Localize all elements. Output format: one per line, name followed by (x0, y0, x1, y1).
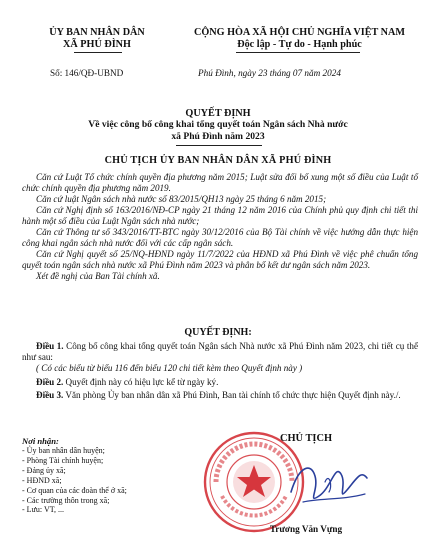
article-1-text: Công bố công khai tổng quyết toán Ngân sách Nhà nước xã Phú Đình năm 2023, chi tiết cụ thể như sau: (22, 341, 419, 363)
article-3 (22, 390, 418, 401)
subject-line-1: Về việc công bố công khai tổng quyết toán Ngân sách Nhà nước (88, 119, 348, 130)
subject-underline (176, 145, 262, 146)
preamble-item: Căn cứ luật Ngân sách nhà nước số 83/2015/QH13 ngày 25 tháng 6 năm 2015; (36, 194, 327, 204)
articles (22, 341, 418, 401)
signer-title: CHỦ TỊCH (279, 433, 333, 444)
motto-underline (236, 52, 360, 53)
document-subject (40, 119, 396, 143)
signer-name: Trương Văn Vựng (269, 524, 343, 534)
national-name: CỘNG HÒA XÃ HỘI CHỦ NGHĨA VIỆT NAM (193, 27, 406, 38)
recipients-list (22, 446, 127, 515)
decides-heading: QUYẾT ĐỊNH: (184, 327, 252, 338)
issuer-title: CHỦ TỊCH ỦY BAN NHÂN DÂN XÃ PHÚ ĐÌNH (104, 155, 332, 166)
recipient-item: - Ủy ban nhân dân huyện; (22, 446, 105, 455)
recipient-item: - HĐND xã; (22, 475, 62, 485)
issuing-agency (22, 27, 172, 51)
preamble-item: Căn cứ Thông tư số 343/2016/TT-BTC ngày 30/12/2016 của Bộ Tài chính về việc hướng dẫn thực hiện công khai ngân sách nhà nước đối với các cấp ngân sách. (22, 227, 418, 248)
article-2 (22, 377, 418, 388)
national-header (182, 27, 417, 51)
preamble-item: Xét đề nghị của Ban Tài chính xã. (36, 271, 160, 281)
agency-line-2: XÃ PHÚ ĐÌNH (63, 39, 131, 50)
article-1-note: ( Có các biểu từ biểu 116 đến biểu 120 chi tiết kèm theo Quyết định này ) (36, 363, 303, 374)
recipient-item: - Lưu: VT, ... (22, 505, 65, 515)
subject-line-2: xã Phú Đình năm 2023 (171, 131, 265, 142)
preamble-item: Căn cứ Luật Tổ chức chính quyền địa phương năm 2015; Luật sửa đổi bổ xung một số điều của Luật tổ chức chính quyền địa phương năm 2019. (22, 172, 418, 193)
national-motto: Độc lập - Tự do - Hạnh phúc (237, 39, 362, 50)
preamble (22, 172, 418, 282)
article-1 (22, 341, 418, 363)
article-2-text: Quyết định này có hiệu lực kể từ ngày ký. (63, 376, 219, 387)
preamble-item: Căn cứ Nghị quyết số 25/NQ-HĐND ngày 11/7/2022 của HĐND xã Phú Đình về việc phê chuẩn tổng quyết toán ngân sách nhà nước xã Phú Đình năm 2023 và phân bổ kết dư ngân sách năm 2023. (22, 249, 418, 270)
article-1-label: Điều 1. (36, 341, 64, 351)
recipient-item: - Các trường thôn trong xã; (22, 495, 110, 505)
agency-underline (74, 52, 122, 53)
document-number: Số: 146/QĐ-UBND (50, 68, 124, 78)
place-and-date: Phú Đình, ngày 23 tháng 07 năm 2024 (198, 68, 341, 78)
article-2-label: Điều 2. (36, 376, 64, 387)
handwritten-signature (285, 452, 371, 514)
recipient-item: - Phòng Tài chính huyện; (22, 455, 104, 465)
recipient-item: - Đảng ủy xã; (22, 465, 66, 475)
recipient-item: - Cơ quan của các đoàn thể ở xã; (22, 485, 127, 495)
recipients-title: Nơi nhận: (22, 436, 59, 446)
agency-line-1: ỦY BAN NHÂN DÂN (49, 27, 145, 38)
document-type-heading: QUYẾT ĐỊNH (185, 108, 251, 119)
article-3-text: Văn phòng Ủy ban nhân dân xã Phú Đình, Ban tài chính tổ chức thực hiện Quyết định này./. (63, 389, 401, 400)
article-3-label: Điều 3. (36, 389, 64, 400)
preamble-item: Căn cứ Nghị định số 163/2016/NĐ-CP ngày 21 tháng 12 năm 2016 của Chính phủ quy định chi tiết thi hành một số điều của Luật Ngân sách nhà nước; (22, 205, 418, 226)
